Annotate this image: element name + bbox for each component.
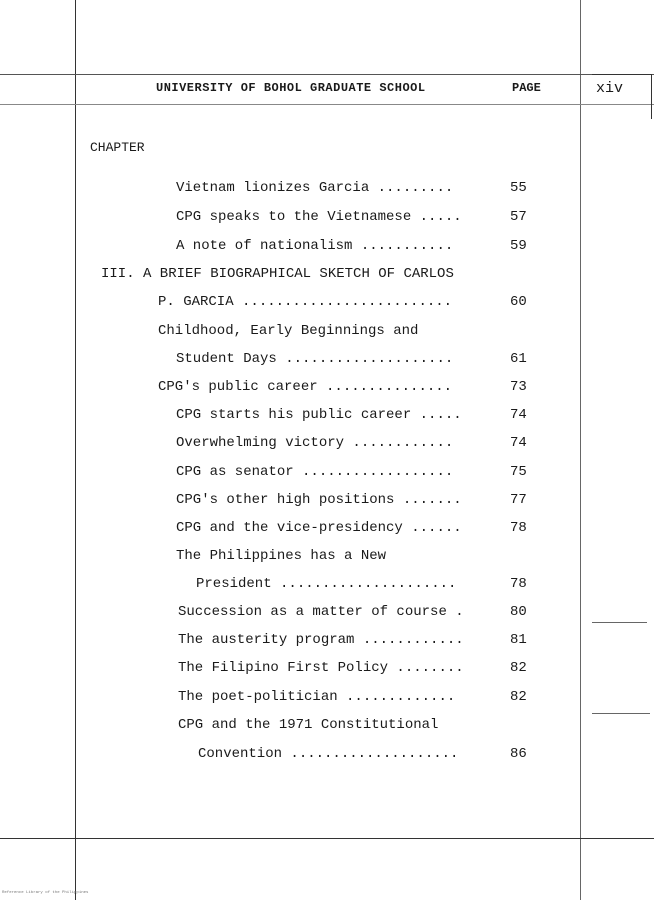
toc-entry: The Filipino First Policy ........	[178, 660, 464, 676]
toc-page: 60	[510, 294, 527, 310]
toc-entry: The poet-politician .............	[178, 689, 456, 705]
toc-page: 86	[510, 746, 527, 762]
toc-page: 81	[510, 632, 527, 648]
toc-entry: Overwhelming victory ............	[176, 435, 454, 451]
right-margin-rule	[580, 0, 581, 900]
toc-page: 55	[510, 180, 527, 196]
toc-entry: CPG's public career ...............	[158, 379, 453, 395]
toc-page: 59	[510, 238, 527, 254]
toc-entry: Vietnam lionizes Garcia .........	[176, 180, 454, 196]
page-column-label: PAGE	[512, 81, 541, 95]
page-number-box-side	[651, 74, 652, 119]
toc-entry: Succession as a matter of course .	[178, 604, 464, 620]
toc-page: 75	[510, 464, 527, 480]
toc-entry: President .....................	[196, 576, 457, 592]
toc-entry: The Philippines has a New	[176, 548, 387, 564]
toc-page: 82	[510, 689, 527, 705]
chapter-heading: III. A BRIEF BIOGRAPHICAL SKETCH OF CARLOS	[101, 266, 454, 282]
footer-rule	[0, 838, 654, 839]
toc-entry: CPG starts his public career .....	[176, 407, 462, 423]
toc-page: 74	[510, 407, 527, 423]
toc-entry: CPG speaks to the Vietnamese .....	[176, 209, 462, 225]
toc-entry: CPG's other high positions .......	[176, 492, 462, 508]
toc-entry: The austerity program ............	[178, 632, 464, 648]
toc-entry: Student Days ....................	[176, 351, 454, 367]
page-number-box	[592, 74, 652, 75]
header-bottom-rule	[0, 104, 654, 105]
toc-entry: P. GARCIA .........................	[158, 294, 453, 310]
toc-page: 78	[510, 576, 527, 592]
toc-entry: Childhood, Early Beginnings and	[158, 323, 419, 339]
right-tick-2	[592, 713, 650, 714]
toc-entry: CPG as senator ..................	[176, 464, 454, 480]
toc-page: 77	[510, 492, 527, 508]
toc-page: 57	[510, 209, 527, 225]
toc-page: 74	[510, 435, 527, 451]
header-top-rule	[0, 74, 654, 75]
toc-page: 78	[510, 520, 527, 536]
toc-entry: Convention ....................	[198, 746, 459, 762]
toc-entry: CPG and the 1971 Constitutional	[178, 717, 439, 733]
right-tick-1	[592, 622, 647, 623]
footer-note: Reference Library of the Philippines	[2, 891, 89, 895]
chapter-column-label: CHAPTER	[90, 140, 145, 155]
toc-page: 73	[510, 379, 527, 395]
page-number: xiv	[596, 80, 624, 97]
toc-page: 61	[510, 351, 527, 367]
toc-page: 82	[510, 660, 527, 676]
toc-page: 80	[510, 604, 527, 620]
left-margin-rule	[75, 0, 76, 900]
toc-entry: A note of nationalism ...........	[176, 238, 454, 254]
toc-entry: CPG and the vice-presidency ......	[176, 520, 462, 536]
institution-header: UNIVERSITY OF BOHOL GRADUATE SCHOOL	[156, 81, 426, 95]
